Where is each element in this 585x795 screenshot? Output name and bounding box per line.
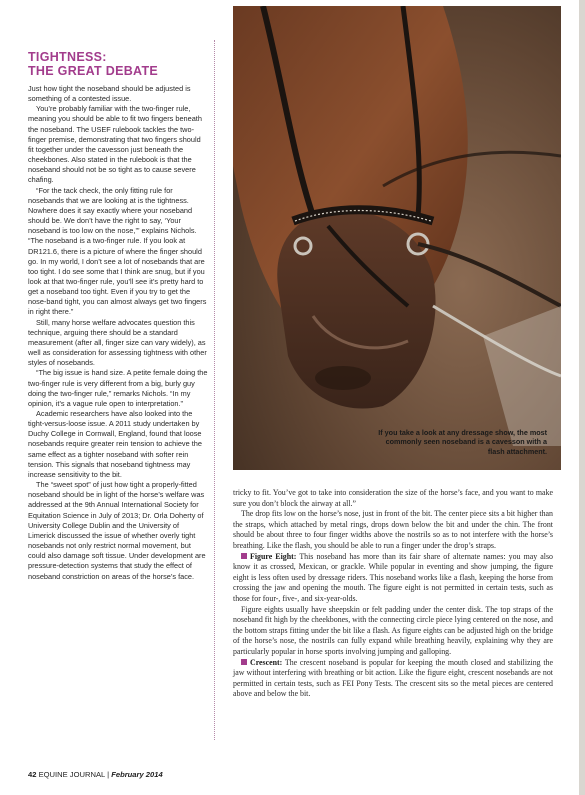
left-paragraph: Still, many horse welfare advocates question this technique, arguing there should be a standard measurement (after all, finger size can vary widely), as well as consideration for assessing tightness with other styles of nosebands. bbox=[28, 317, 207, 368]
photo-caption: If you take a look at any dressage show, the most commonly seen noseband is a cavesson with a flash attachment. bbox=[378, 428, 547, 456]
footer-separator: | bbox=[107, 770, 110, 779]
left-paragraph: “The big issue is hand size. A petite female doing the two-finger rule is very different from a big, burly guy doing the two-finger rule,” remarks Nichols. “In my opinion, it’s a vague rule open to interpretation.” bbox=[28, 368, 208, 408]
square-bullet-icon bbox=[241, 553, 247, 559]
issue-date: February 2014 bbox=[111, 770, 163, 779]
crescent-label: Crescent: bbox=[250, 657, 283, 667]
magazine-name: EQUINE JOURNAL bbox=[38, 770, 105, 779]
horse-photo bbox=[233, 6, 561, 470]
left-paragraph: The “sweet spot” of just how tight a properly-fitted noseband should be in light of the horse’s welfare was addressed at the 9th Annual International Society for Equitation Science in July of 2013; Dr. Orla Doherty of University College Dublin and the University of Limerick discussed the issue of whether overly tight nosebands not only restrict normal movement, but could also damage soft tissue. Under development are pressure-detection systems that study the effect of noseband constriction on areas of the horse’s face. bbox=[28, 480, 206, 581]
left-paragraph: Academic researchers have also looked into the tight-versus-loose issue. A 2011 study undertaken by Duchy College in Cornwall, England, found that loose nosebands require greater rein tension to achieve the same effect as a tighter noseband with softer rein tension. This signals that noseband tightness may increase sensitivity to the bit. bbox=[28, 409, 202, 479]
page-footer bbox=[28, 770, 163, 779]
heading-line-2: THE GREAT DEBATE bbox=[28, 64, 159, 78]
figure-eight-paragraph bbox=[233, 552, 553, 605]
right-paragraph: tricky to fit. You’ve got to take into consideration the size of the horse’s face, and you want to make sure you don’t block the airway at all.” bbox=[233, 488, 553, 508]
column-divider bbox=[214, 40, 215, 740]
sidebar-article bbox=[28, 50, 208, 582]
figure-eight-label: Figure Eight: bbox=[250, 551, 297, 561]
square-bullet-icon bbox=[241, 659, 247, 665]
right-paragraph: Figure eights usually have sheepskin or felt padding under the center disk. The top straps of the noseband fit high by the cheekbones, with the connecting circle piece lying centered on the nose, and the bottom straps fitting under the bit like a flash. As figure eights can be adjusted high on the bridge of the horse’s nose, the nostrils can fully expand while breathing heavily, explaining why they are particularly popular in horse sports involving jumping and galloping. bbox=[233, 604, 553, 656]
crescent-text: The crescent noseband is popular for keeping the mouth closed and stabilizing the jaw without interfering with breathing or bit action. Like the figure eight, crescent nosebands are not permitted in certain tests, such as FEI Pony Tests. The crescent sits so the metal pieces are centered above and below the bit. bbox=[233, 657, 553, 699]
right-paragraph: The drop fits low on the horse’s nose, just in front of the bit. The center piece sits a bit higher than the straps, which attached by metal rings, drops down below the bit and under the chin. The front should be about three to four finger widths above the nostrils so as to not interfere with the horse’s breathing. Like the flash, you should be able to run a finger under the drop’s straps. bbox=[233, 509, 553, 550]
crescent-paragraph bbox=[233, 658, 553, 700]
left-paragraph: You’re probably familiar with the two-finger rule, meaning you should be able to fit two fingers beneath the noseband. The USEF rulebook tackles the two-finger premise, demonstrating that two fingers should fit together under the cavesson just beneath the cheekbones. Also stated in the rulebook is that the noseband should not be so tight as to cause severe chafing. bbox=[28, 104, 202, 185]
left-paragraph: “For the tack check, the only fitting rule for nosebands that we are looking at is the tightness. Nowhere does it say exactly where your noseband should be. We don’t have the right to say, ‘Your noseband is too low on the nose,’” explains Nichols. “The noseband is a two-finger rule. If you look at DR121.6, there is a picture of where the finger should go. In my world, I don’t see a lot of nosebands that are too tight. I do see some that I think are snug, but if you look at that two-finger rule, you’ll see it’s pretty hard to get a noseband too tight. Even if you try to get the nose-band tight, you can almost always get two fingers in right there.” bbox=[28, 185, 207, 317]
page-edge bbox=[579, 0, 585, 795]
sidebar-heading bbox=[28, 50, 208, 78]
heading-line-1: TIGHTNESS: bbox=[28, 50, 107, 64]
left-paragraph: Just how tight the noseband should be adjusted is something of a contested issue. bbox=[28, 84, 191, 104]
page-number: 42 bbox=[28, 770, 37, 779]
main-article-continued bbox=[233, 488, 553, 700]
figure-eight-text: This noseband has more than its fair share of alternate names: you may also know it as crossed, Mexican, or grackle. While popular in eventing and show jumping, the figure eight is less often used by dressage riders. This noseband works like a flash, keeping the horse from crossing the jaw and opening the mouth. The figure eight is not permitted in certain tests, such as those for four-, five-, and six-year-olds. bbox=[233, 551, 553, 603]
horse-noseband-illustration bbox=[233, 6, 561, 470]
